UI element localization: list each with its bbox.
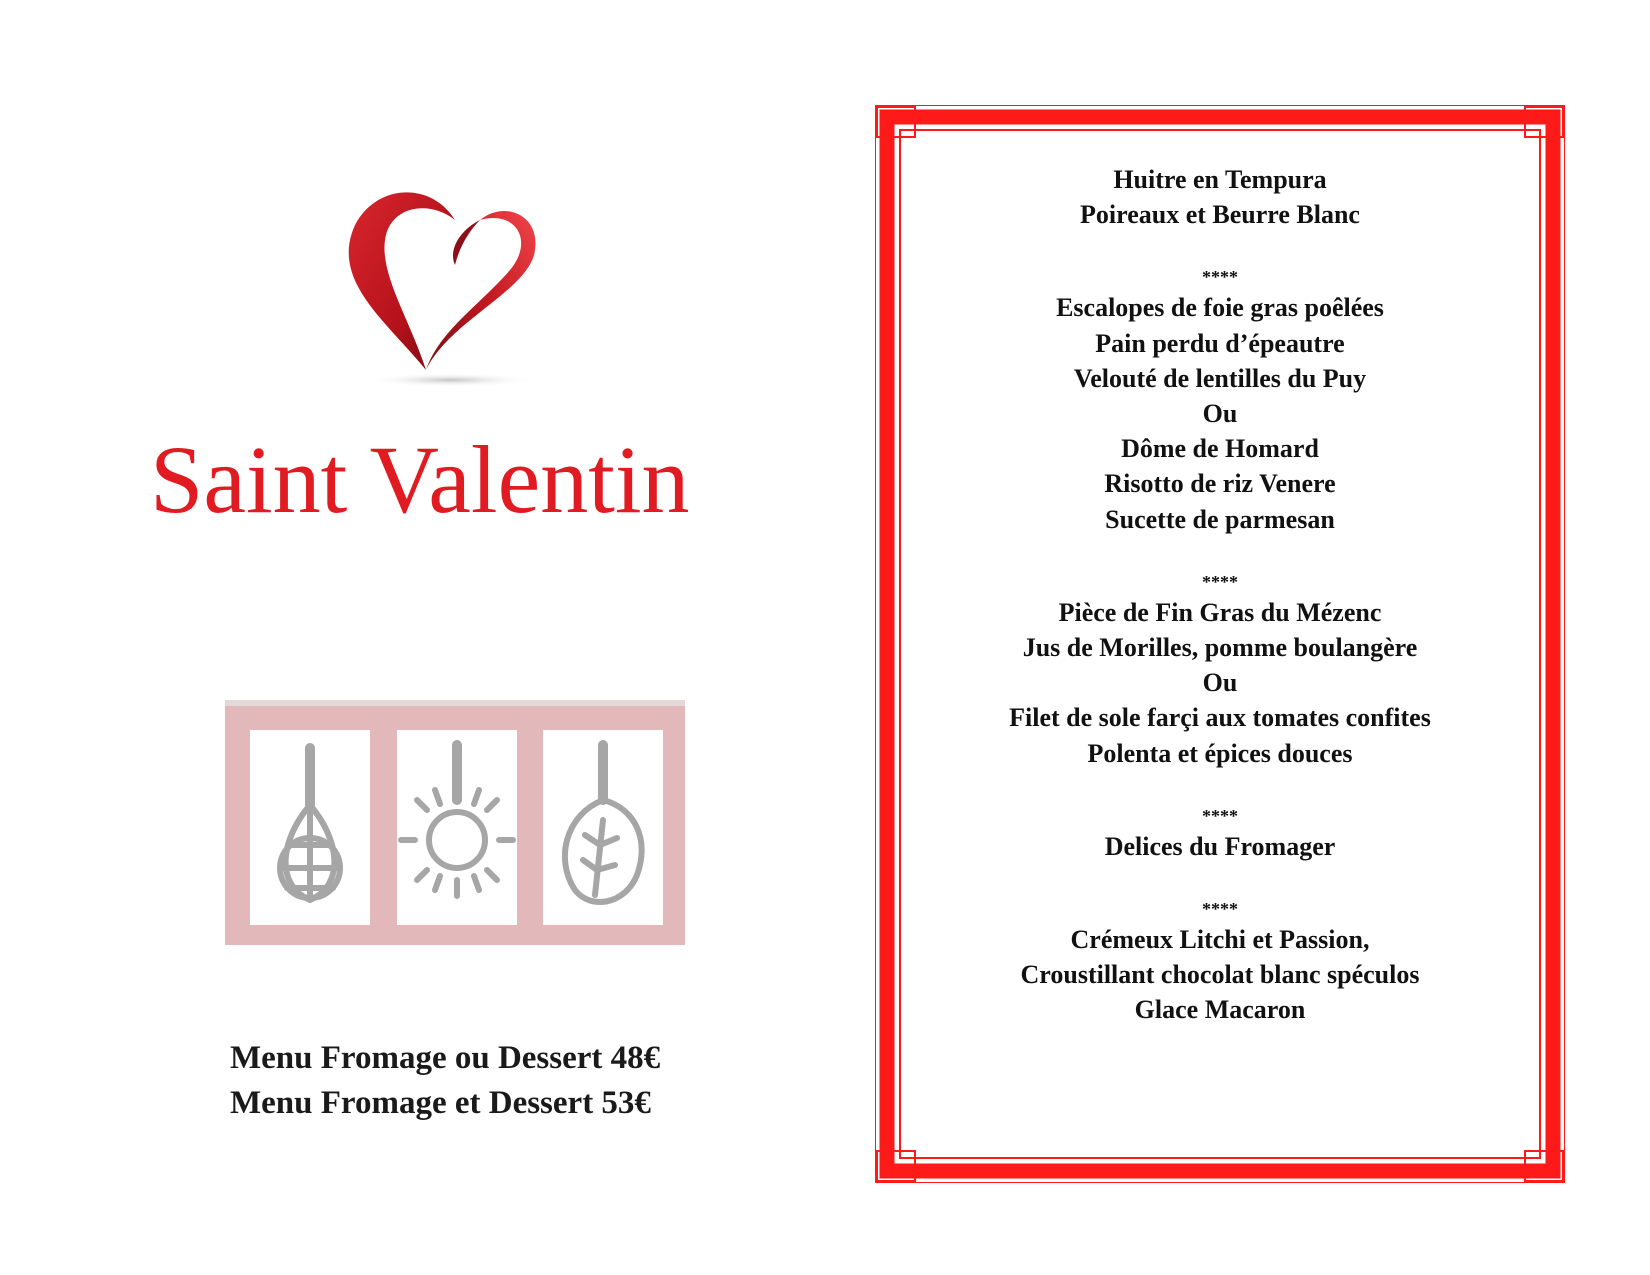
page-title: Saint Valentin [150,426,690,533]
course [925,290,1515,536]
menu-item: Escalopes de foie gras poêlées [1056,293,1384,323]
price-line: Menu Fromage et Dessert 53€ [230,1085,651,1121]
menu-item: Delices du Fromager [1104,831,1336,861]
menu-item: Huitre en Tempura [1113,165,1327,194]
menu-item: Risotto de riz Venere [1104,469,1336,499]
menu-item: Pièce de Fin Gras du Mézenc [1058,597,1382,627]
course-separator: **** [1202,899,1238,920]
menu-item: Velouté de lentilles du Puy [1073,363,1367,393]
menu-item: Ou [1202,399,1238,429]
price-line: Menu Fromage ou Dessert 48€ [230,1040,661,1076]
menu-item: Polenta et épices douces [1087,738,1353,768]
menu-item: Croustillant chocolat blanc spéculos [1020,960,1420,990]
course-separator: **** [1202,571,1238,592]
heart-icon [330,180,590,400]
menu-item: Jus de Morilles, pomme boulangère [1022,633,1418,663]
utensils-illustration [225,700,685,945]
menu-item: Dôme de Homard [1121,434,1319,464]
course [925,162,1515,232]
menu-item: Pain perdu d’épeautre [1095,328,1345,358]
price-list [230,1036,730,1126]
menu-item: Poireaux et Beurre Blanc [1080,200,1360,230]
course-separator: **** [1202,805,1238,826]
menu-item: Ou [1202,668,1238,698]
course-separator: **** [1202,267,1238,288]
course [925,595,1515,771]
menu-list [925,162,1515,1028]
menu-item: Filet de sole farçi aux tomates confites [1009,703,1431,733]
course [925,922,1515,1028]
menu-item: Crémeux Litchi et Passion, [1070,925,1370,955]
menu-item: Sucette de parmesan [1105,504,1335,534]
course [925,829,1515,864]
menu-item: Glace Macaron [1134,995,1306,1025]
